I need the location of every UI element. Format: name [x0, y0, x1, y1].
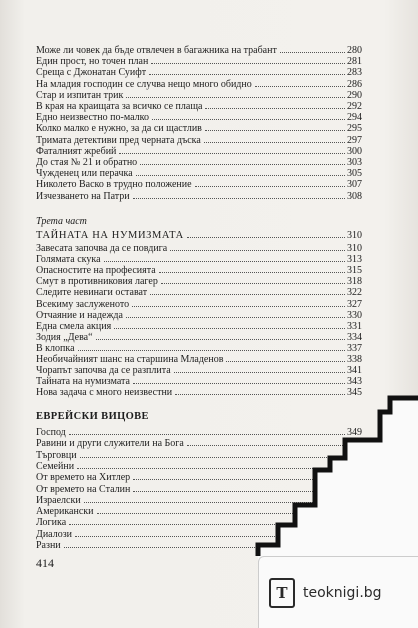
book-logo-icon: T: [269, 578, 295, 608]
entry-title: Може ли човек да бъде отвлечен в багажника на трабант: [36, 45, 277, 56]
entry-title: От времето на Хитлер: [36, 472, 131, 484]
entry-title: Търговци: [36, 449, 77, 461]
entry-page: 318: [347, 276, 362, 288]
entry-page: 327: [347, 298, 362, 310]
entry-page: 315: [347, 265, 362, 277]
entry-title: Чужденец или перачка: [36, 168, 133, 180]
part-title-page: 310: [347, 230, 362, 241]
entry-title: До стая № 21 и обратно: [36, 157, 138, 168]
entry-page: 334: [347, 331, 362, 343]
entry-title: В края на краищата за всичко се плаща: [36, 101, 203, 112]
entry-title: Един прост, но точен план: [36, 56, 149, 68]
entry-title: Диалози: [36, 528, 72, 540]
entry-page: 313: [347, 254, 362, 266]
entry-title: Голямата скука: [36, 254, 101, 266]
entry-title: Среща с Джонатан Суифт: [36, 67, 147, 79]
entry-page: 310: [347, 243, 362, 254]
entry-title: Необичайният шанс на старшина Младенов: [36, 354, 224, 365]
entry-page: 295: [347, 123, 362, 135]
entry-title: Смут в противниковия лагер: [36, 276, 158, 288]
entry-title: Всекиму заслуженото: [36, 298, 130, 310]
part-title: ТАЙНАТА НА НУМИЗМАТА: [36, 230, 184, 241]
entry-title: Следите невинаги остават: [36, 287, 148, 299]
entry-title: Израелски: [36, 494, 81, 506]
entry-page: 297: [347, 134, 362, 146]
entry-page: 303: [347, 157, 362, 168]
entry-page: 338: [347, 354, 362, 365]
entry-page: 345: [347, 387, 362, 399]
entry-page: 331: [347, 320, 362, 332]
entry-title: Завесата започва да се повдига: [36, 243, 168, 254]
entry-title: Нова задача с много неизвестни: [36, 387, 173, 399]
entry-title: Равини и други служители на Бога: [36, 438, 184, 450]
entry-page: 349: [347, 427, 362, 438]
entry-page: 330: [347, 309, 362, 321]
entry-title: Разни: [36, 540, 61, 551]
entry-title: Стар и изпитан трик: [36, 89, 124, 101]
entry-title: От времето на Сталин: [36, 483, 131, 495]
entry-page: 292: [347, 101, 362, 112]
entry-title: Фаталният жребий: [36, 145, 117, 157]
entry-page: 283: [347, 67, 362, 79]
entry-title: На младия господин се случва нещо много обидно: [36, 78, 252, 90]
entry-page: 305: [347, 168, 362, 180]
site-name: teoknigi.bg: [303, 584, 382, 601]
site-badge[interactable]: [258, 556, 418, 628]
entry-page: 286: [347, 78, 362, 90]
entry-page: 280: [347, 45, 362, 56]
entry-title: Колко малко е нужно, за да си щастлив: [36, 123, 202, 135]
entry-title: Зодия „Дева“: [36, 331, 93, 343]
page-number: 414: [36, 556, 54, 570]
entry-page: 307: [347, 179, 362, 191]
entry-page: 337: [347, 342, 362, 354]
entry-title: Логика: [36, 517, 67, 529]
entry-title: Изчезването на Патри: [36, 190, 130, 202]
entry-title: Американски: [36, 506, 94, 518]
part-label: Трета част: [36, 216, 87, 227]
entry-page: 322: [347, 287, 362, 299]
entry-title: Чорапът започва да се разплита: [36, 365, 171, 377]
entry-page: 300: [347, 145, 362, 157]
section-title: ЕВРЕЙСКИ ВИЦОВЕ: [36, 411, 149, 422]
entry-title: Николето Васко в трудно положение: [36, 179, 192, 191]
entry-page: 281: [347, 56, 362, 68]
entry-title: Господ: [36, 427, 66, 438]
entry-page: 308: [347, 190, 362, 202]
entry-page: 290: [347, 89, 362, 101]
entry-title: Отчаяние и надежда: [36, 309, 123, 321]
entry-title: Семейни: [36, 460, 75, 472]
entry-title: Опасностите на професията: [36, 265, 156, 277]
entry-title: Тайната на нумизмата: [36, 376, 130, 388]
entry-page: 294: [347, 112, 362, 124]
entry-title: Едно неизвестно по-малко: [36, 112, 149, 124]
entry-page: 343: [347, 376, 362, 388]
entry-title: Тримата детективи пред черната дъска: [36, 134, 201, 146]
entry-page: 341: [347, 365, 362, 377]
entry-title: В клопка: [36, 342, 75, 354]
entry-title: Една смела акция: [36, 320, 112, 332]
